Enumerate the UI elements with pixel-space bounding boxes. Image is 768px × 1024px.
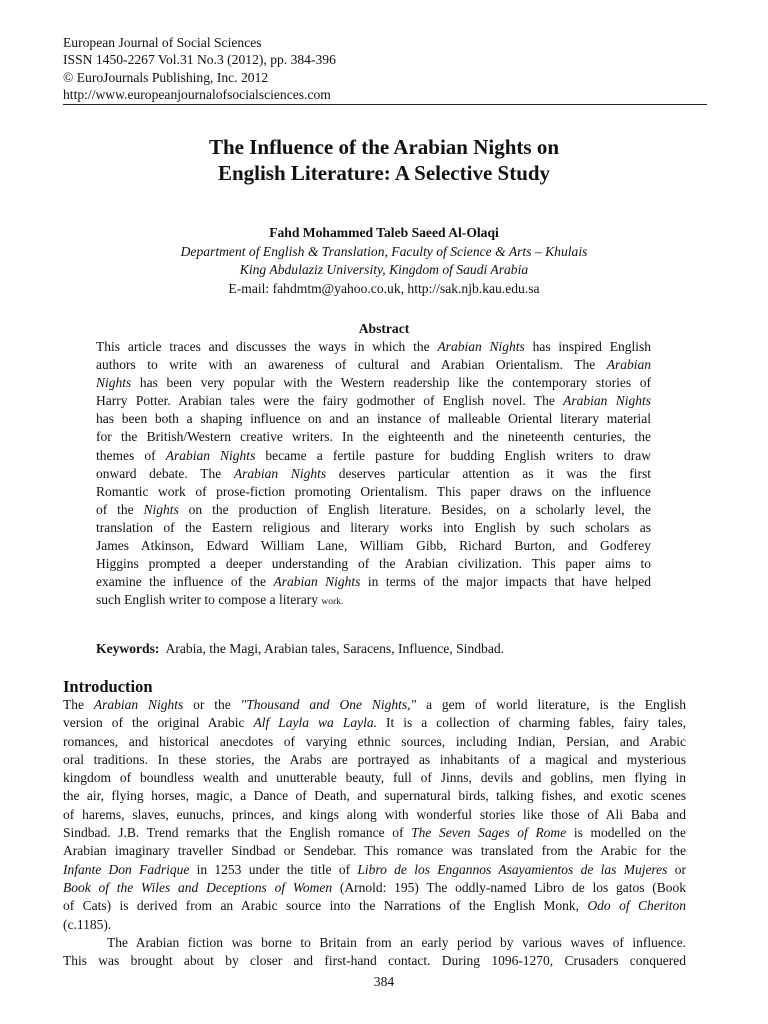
journal-name: European Journal of Social Sciences (63, 35, 262, 50)
intro-line (63, 824, 686, 842)
intro-text: The Arabian fiction was borne to Britain from an early period by various waves of influence. (107, 934, 686, 950)
abstract-text: became a fertile pasture for budding English writers to draw (255, 447, 652, 463)
keywords-value: Arabia, the Magi, Arabian tales, Saracens, Influence, Sindbad. (165, 641, 505, 656)
intro-text: a gem of world literature, is the English (416, 697, 686, 712)
abstract-text: Romantic work of prose-fiction promoting Orientalism. This paper draws on the influence (96, 483, 651, 499)
intro-text: in 1253 under the title of (189, 861, 358, 877)
journal-url[interactable]: http://www.europeanjournalofsocialsciences.com (63, 87, 331, 103)
intro-italic-text: The Seven Sages of Rome (411, 825, 567, 841)
abstract-line (96, 356, 651, 374)
intro-line (63, 879, 686, 897)
abstract-line (96, 555, 651, 573)
intro-line (63, 916, 686, 934)
intro-text: version of the original Arabic (63, 715, 254, 731)
intro-italic-text: "Thousand and One Nights," (240, 697, 417, 712)
abstract-line (96, 447, 651, 465)
abstract-text: deserves particular attention as it was the first (326, 465, 651, 481)
abstract-line (96, 573, 651, 591)
title-line-2: English Literature: A Selective Study (217, 161, 551, 185)
intro-text: Sindbad. J.B. Trend remarks that the English romance of (63, 825, 412, 841)
intro-text: of harems, slaves, eunuchs, princes, and kings along with wonderful stories like those of Ali Baba and (63, 806, 686, 822)
intro-line (63, 897, 686, 915)
intro-line (63, 806, 686, 824)
intro-text: is modelled on the (566, 825, 686, 841)
introduction-heading: Introduction (63, 677, 153, 696)
intro-line (63, 769, 686, 787)
intro-text: or (667, 861, 686, 877)
intro-line (63, 842, 686, 860)
page-number: 384 (373, 974, 395, 989)
intro-line (63, 751, 686, 769)
abstract-line (96, 392, 651, 410)
intro-text: (c.1185). (63, 916, 112, 932)
abstract-italic-text: Arabian Nights (563, 393, 652, 409)
intro-italic-text: Arabian Nights (93, 697, 184, 712)
abstract-italic-text: Nights (143, 501, 179, 517)
author-contact: E-mail: fahdmtm@yahoo.co.uk, http://sak.njb.kau.edu.sa (228, 280, 540, 296)
intro-line (63, 714, 686, 732)
abstract-italic-text: Nights (96, 375, 132, 391)
abstract-line (96, 591, 651, 611)
intro-italic-text: Odo of Cheriton (587, 898, 686, 914)
intro-italic-text: Alf Layla wa Layla. (253, 715, 377, 731)
abstract-line (96, 483, 651, 501)
abstract-text: examine the influence of the (96, 574, 274, 590)
author-university: King Abdulaziz University, Kingdom of Saudi Arabia (239, 262, 529, 277)
abstract-text: This article traces and discusses the ways in which the (96, 339, 438, 354)
intro-line (63, 733, 686, 751)
abstract-text: has been very popular with the Western readership like the contemporary stories of (131, 375, 651, 391)
abstract-line (96, 519, 651, 537)
abstract-italic-text: Arabian Nights (273, 574, 361, 590)
abstract-line (96, 537, 651, 555)
intro-text: kingdom of boundless wealth and unutterable beauty, full of Jinns, devils and goblins, men flying in (63, 770, 686, 786)
intro-italic-text: Book of the Wiles and Deceptions of Women (63, 879, 333, 895)
abstract-line (96, 374, 651, 392)
abstract-italic-text: Arabian Nights (437, 339, 525, 354)
intro-text: The (63, 697, 94, 712)
journal-copyright: © EuroJournals Publishing, Inc. 2012 (63, 69, 269, 85)
introduction-body (63, 696, 686, 970)
abstract-text: has been both a shaping influence on and an instance of malleable Oriental literary material (96, 411, 651, 427)
abstract-body (96, 338, 651, 611)
intro-line (63, 952, 686, 970)
abstract-line (96, 410, 651, 428)
abstract-text: on the production of English literature. Besides, on a scholarly level, the (178, 501, 651, 517)
intro-text: of Cats) is derived from an Arabic source into the Narrations of the English Monk, (63, 898, 588, 914)
keywords-label: Keywords: (96, 641, 160, 656)
journal-header (63, 34, 707, 104)
paper-title (0, 134, 768, 186)
intro-line (63, 934, 686, 952)
abstract-text: Harry Potter. Arabian tales were the fairy godmother of English novel. The (96, 393, 564, 409)
abstract-line (96, 465, 651, 483)
abstract-line (96, 338, 651, 356)
abstract-text: work. (321, 597, 344, 608)
intro-line (63, 787, 686, 805)
intro-italic-text: Libro de los Engannos Asayamientos de las Mujeres (357, 861, 668, 877)
abstract-italic-text: Arabian Nights (233, 465, 327, 481)
intro-text: oral traditions. In these stories, the Arabs are portrayed as inhabitants of a magical and mysterious (63, 751, 686, 767)
abstract-text: has inspired English (524, 339, 651, 354)
intro-text: This was brought about by closer and first-hand contact. During 1096-1270, Crusaders conquered (63, 953, 686, 969)
abstract-text: such English writer to compose a literary (96, 592, 322, 608)
abstract-text: onward debate. The (96, 465, 234, 481)
abstract-line (96, 501, 651, 519)
journal-issn: ISSN 1450-2267 Vol.31 No.3 (2012), pp. 384-396 (63, 52, 336, 68)
title-line-1: The Influence of the Arabian Nights on (208, 135, 560, 159)
intro-text: (Arnold: 195) The oddly-named Libro de los gatos (Book (332, 879, 686, 895)
abstract-italic-text: Arabian (606, 357, 651, 373)
intro-italic-text: Infante Don Fadrique (63, 861, 190, 877)
abstract-heading: Abstract (358, 321, 410, 336)
author-name: Fahd Mohammed Taleb Saeed Al-Olaqi (269, 225, 499, 240)
abstract-text: in terms of the major impacts that have helped (360, 574, 651, 590)
abstract-line (96, 428, 651, 446)
abstract-text: translation of the Eastern religious and literary works into English by such scholars as (96, 519, 651, 535)
intro-text: or the (183, 697, 241, 712)
intro-line (63, 861, 686, 879)
intro-text: It is a collection of charming fables, fairy tales, (376, 715, 686, 731)
abstract-text: James Atkinson, Edward William Lane, William Gibb, Richard Burton, and Godferey (96, 538, 651, 554)
abstract-text: authors to write with an awareness of cultural and Arabian Orientalism. The (96, 357, 607, 373)
abstract-italic-text: Arabian Nights (165, 447, 256, 463)
author-block (0, 224, 768, 298)
intro-text: Arabian imaginary traveller Sindbad or Sendebar. This romance was translated from the Arabic for the (63, 843, 686, 859)
abstract-text: themes of (96, 447, 166, 463)
intro-text: romances, and historical anecdotes of varying ethnic sources, including Indian, Persian, and Arabic (63, 733, 686, 749)
keywords-line (96, 640, 656, 658)
header-divider (63, 104, 707, 105)
abstract-text: for the British/Western creative writers. In the eighteenth and the nineteenth centuries, the (96, 429, 651, 445)
abstract-text: Higgins prompted a deeper understanding of the Arabian civilization. This paper aims to (96, 556, 651, 572)
intro-text: the air, flying horses, magic, a Dance of Death, and supernatural birds, talking fishes, and exotic scenes (63, 788, 686, 804)
intro-line (63, 696, 686, 714)
abstract-text: of the (96, 501, 144, 517)
author-department: Department of English & Translation, Faculty of Science & Arts – Khulais (180, 243, 588, 259)
